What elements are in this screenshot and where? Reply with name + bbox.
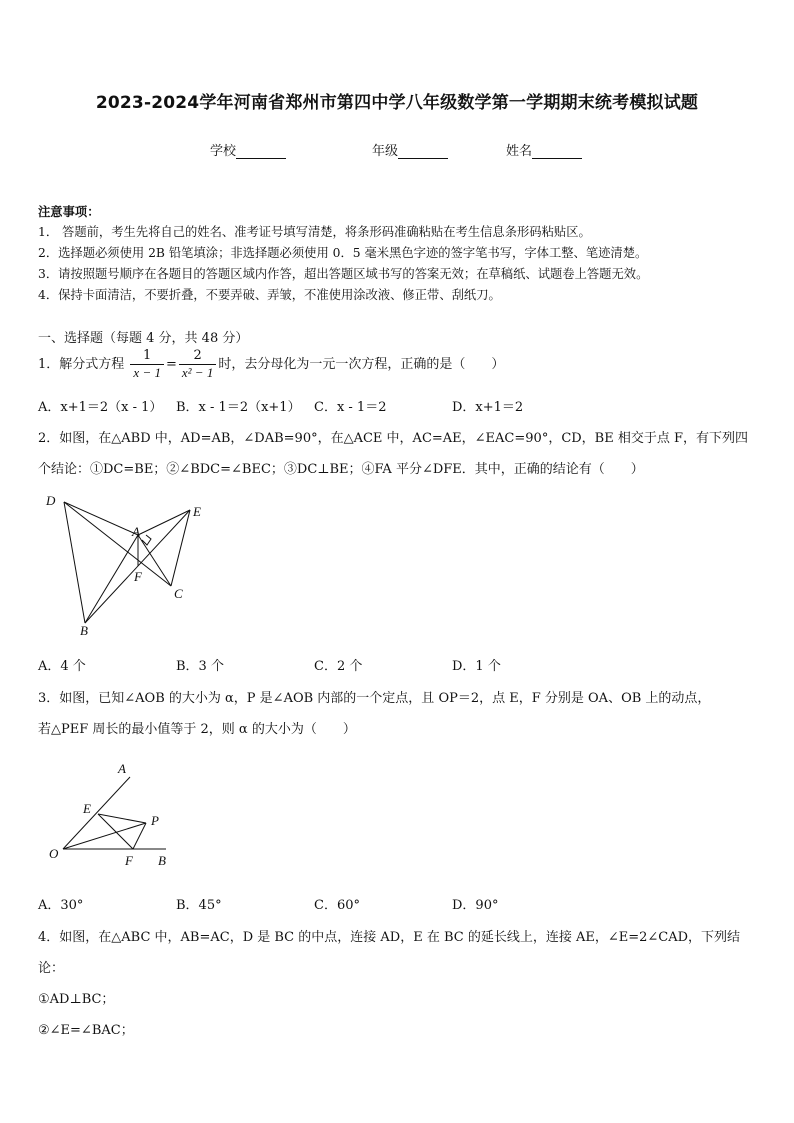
grade-field — [372, 140, 448, 159]
q2-label-C: C — [174, 586, 183, 601]
section-heading: 一、选择题（每题 4 分，共 48 分） — [38, 331, 249, 346]
q3-line-1: 3．如图，已知∠AOB 的大小为 α，P 是∠AOB 内部的一个定点，且 OP＝2，点 E，F 分别是 OA、OB 上的动点， — [38, 691, 711, 706]
q2-option-b[interactable]: B．3 个 — [176, 659, 224, 674]
q2-line-AE — [138, 510, 190, 535]
page-title: 2023-2024学年河南省郑州市第四中学八年级数学第一学期期末统考模拟试题 — [95, 93, 699, 113]
grade-blank[interactable] — [398, 144, 448, 159]
q3-option-b[interactable]: B．45° — [176, 898, 222, 913]
q4-line-2: 论： — [38, 961, 65, 976]
note-item: 4．保持卡面清洁，不要折叠，不要弄破、弄皱，不准使用涂改液、修正带、刮纸刀。 — [38, 288, 501, 302]
q1-fraction-right — [179, 348, 216, 381]
q2-option-d[interactable]: D．1 个 — [452, 659, 501, 674]
q3-label-B: B — [158, 853, 166, 868]
q1-option-b[interactable]: B．x - 1＝2（x+1） — [176, 400, 301, 415]
school-blank[interactable] — [236, 144, 286, 159]
q1-suffix: 时，去分母化为一元一次方程，正确的是（ ） — [218, 357, 505, 372]
q2-line-DC — [64, 502, 171, 586]
q1-fraction-left — [130, 348, 164, 381]
q3-label-A: A — [118, 761, 126, 776]
q3-label-O: O — [49, 846, 59, 861]
q2-line-DA — [64, 502, 138, 535]
name-blank[interactable] — [532, 144, 582, 159]
q1-frac1-denominator: x − 1 — [133, 365, 161, 380]
q3-option-a[interactable]: A．30° — [38, 898, 84, 913]
q2-line-1: 2．如图，在△ABD 中，AD=AB，∠DAB=90°，在△ACE 中，AC=AE，∠EAC=90°，CD，BE 相交于点 F，有下列四 — [38, 431, 749, 446]
school-label: 学校 — [210, 144, 237, 159]
grade-label: 年级 — [372, 144, 399, 159]
q1-option-d[interactable]: D．x+1＝2 — [452, 400, 524, 415]
q1-prefix: 1．解分式方程 — [38, 357, 125, 372]
name-field — [506, 140, 582, 159]
q2-option-c[interactable]: C．2 个 — [314, 659, 363, 674]
note-item: 2．选择题必须使用 2B 铅笔填涂；非选择题必须使用 0．5 毫米黑色字迹的签字笔书写，字体工整、笔迹清楚。 — [38, 246, 648, 260]
q1-equals: = — [165, 357, 177, 372]
q4-line-1: 4．如图，在△ABC 中，AB=AC，D 是 BC 的中点，连接 AD，E 在 BC 的延长线上，连接 AE，∠E=2∠CAD，下列结 — [38, 930, 741, 945]
school-field — [210, 140, 286, 159]
note-item: 1． 答题前，考生先将自己的姓名、准考证号填写清楚，将条形码准确粘贴在考生信息条形码粘贴区。 — [38, 225, 591, 239]
q2-label-D: D — [46, 493, 56, 508]
q4-item-1: ①AD⊥BC； — [38, 992, 115, 1007]
q2-label-F: F — [134, 569, 142, 584]
q2-option-a[interactable]: A．4 个 — [38, 659, 86, 674]
q3-figure — [38, 755, 188, 875]
name-label: 姓名 — [506, 144, 533, 159]
q3-option-d[interactable]: D．90° — [452, 898, 499, 913]
q2-label-B: B — [80, 623, 88, 638]
q2-label-E: E — [193, 504, 201, 519]
q2-line-EC — [171, 510, 190, 586]
q3-line-2: 若△PEF 周长的最小值等于 2，则 α 的大小为（ ） — [38, 722, 356, 737]
q1-option-a[interactable]: A．x+1＝2（x - 1） — [38, 400, 163, 415]
q2-figure — [38, 490, 218, 640]
q2-label-A: A — [132, 524, 140, 539]
q1-frac1-numerator: 1 — [130, 348, 164, 365]
q2-line-DB — [64, 502, 85, 623]
q2-line-2: 个结论：①DC=BE；②∠BDC=∠BEC；③DC⊥BE；④FA 平分∠DFE．其中，正确的结论有（ ） — [38, 462, 644, 477]
q1-frac2-denominator: x² − 1 — [181, 365, 214, 380]
question-1 — [38, 348, 504, 381]
notes-block — [38, 201, 648, 306]
note-item: 3．请按照题号顺序在各题目的答题区域内作答，超出答题区域书写的答案无效；在草稿纸、试题卷上答题无效。 — [38, 267, 649, 281]
q2-line-AB — [85, 535, 138, 623]
q1-option-c[interactable]: C．x - 1＝2 — [314, 400, 387, 415]
q3-option-c[interactable]: C．60° — [314, 898, 360, 913]
q3-label-P: P — [151, 813, 159, 828]
q3-label-F: F — [125, 853, 133, 868]
q1-frac2-numerator: 2 — [179, 348, 216, 365]
q3-label-E: E — [83, 801, 91, 816]
notes-heading: 注意事项： — [38, 204, 100, 219]
q4-item-2: ②∠E=∠BAC； — [38, 1023, 134, 1038]
